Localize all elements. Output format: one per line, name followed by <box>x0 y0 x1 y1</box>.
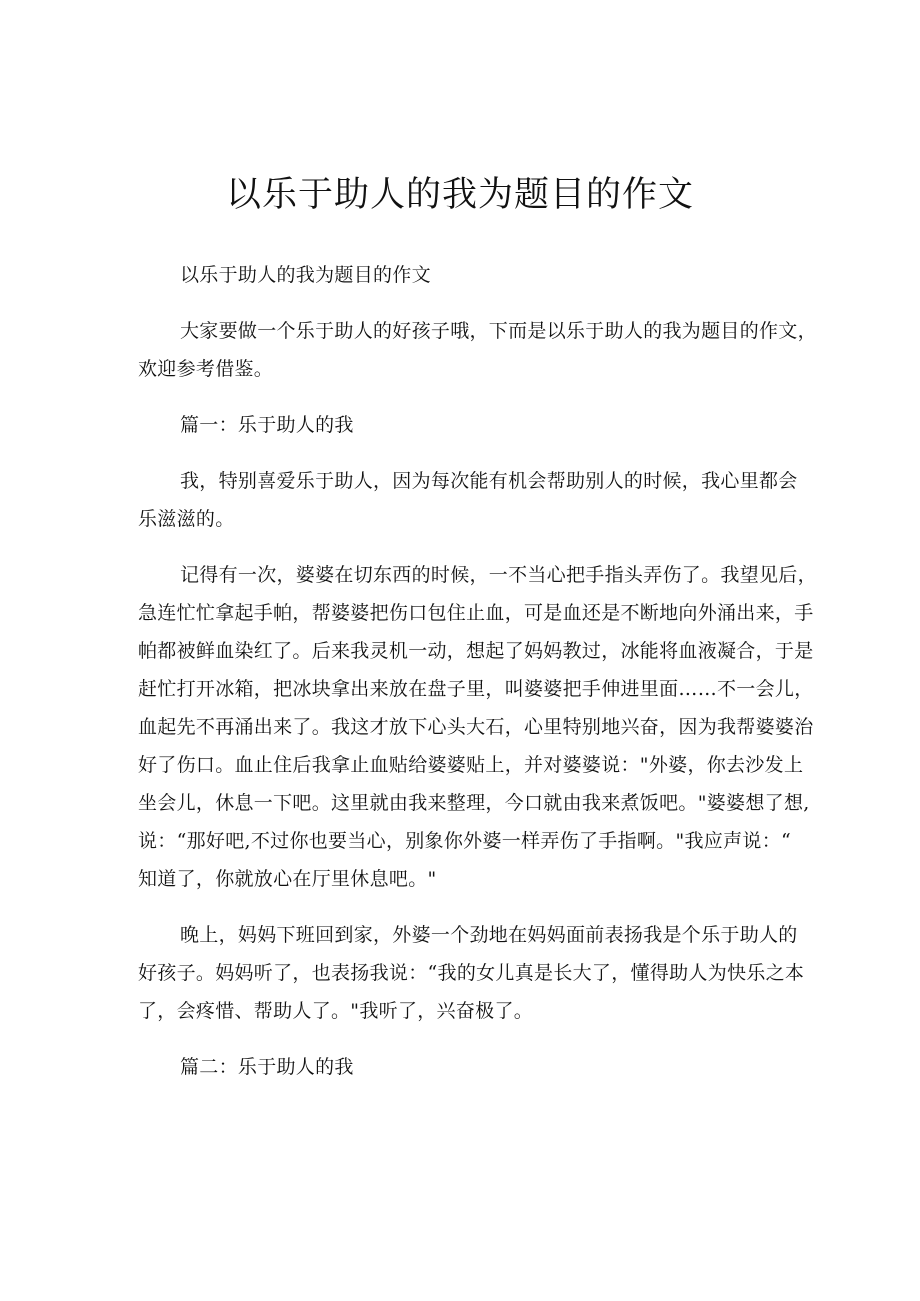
text-line: 好孩子。妈妈听了，也表扬我说：“我的女儿真是长大了，懂得助人为快乐之本 <box>138 962 805 984</box>
text-line: 帕都被鲜血染红了。后来我灵机一动，想起了妈妈教过，冰能将血液凝合，于是 <box>138 640 814 662</box>
paragraph-1 <box>138 462 798 538</box>
paragraph-2 <box>138 556 817 898</box>
text-line: 血起先不再涌出来了。我这才放下心头大石，心里特别地兴奋，因为我帮婆婆治 <box>138 716 814 738</box>
text-line: 大家要做一个乐于助人的好孩子哦，下而是以乐于助人的我为题目的作文， <box>180 320 817 342</box>
subtitle: 以乐于助人的我为题目的作文 <box>180 264 431 286</box>
text-line: 好了伤口。血止住后我拿止血贴给婆婆贴上，并对婆婆说："外婆，你去沙发上 <box>138 754 804 776</box>
text-line: 晚上，妈妈下班回到家，外婆一个劲地在妈妈面前表扬我是个乐于助人的 <box>180 924 798 946</box>
text-line: 记得有一次，婆婆在切东西的时候，一不当心把手指头弄伤了。我望见后， <box>180 564 817 586</box>
text-line: 坐会儿，休息一下吧。这里就由我来整理，今口就由我来煮饭吧。"婆婆想了想, <box>138 792 810 814</box>
text-line: 知道了，你就放心在厅里休息吧。" <box>138 868 437 890</box>
document-title: 以乐于助人的我为题目的作文 <box>225 175 694 215</box>
paragraph-3 <box>138 916 805 1030</box>
text-line: 急连忙忙拿起手帕，帮婆婆把伤口包住止血，可是血还是不断地向外涌出来，手 <box>138 602 814 624</box>
section-heading-2: 篇二：乐于助人的我 <box>180 1056 354 1078</box>
text-line: 说：“那好吧,不过你也要当心，别象你外婆一样弄伤了手指啊。"我应声说：“ <box>138 830 792 852</box>
intro-paragraph <box>138 312 817 388</box>
document-body <box>138 256 817 1104</box>
text-line: 欢迎参考借鉴。 <box>138 358 274 380</box>
text-line: 赶忙打开冰箱，把冰块拿出来放在盘子里，叫婆婆把手伸进里面……不一会儿， <box>138 678 814 700</box>
section-heading-1: 篇一：乐于助人的我 <box>180 414 354 436</box>
text-line: 乐滋滋的。 <box>138 508 235 530</box>
text-line: 了，会疼惜、帮助人了。"我听了，兴奋极了。 <box>138 1000 534 1022</box>
text-line: 我，特别喜爱乐于助人，因为每次能有机会帮助别人的时候，我心里都会 <box>180 470 798 492</box>
